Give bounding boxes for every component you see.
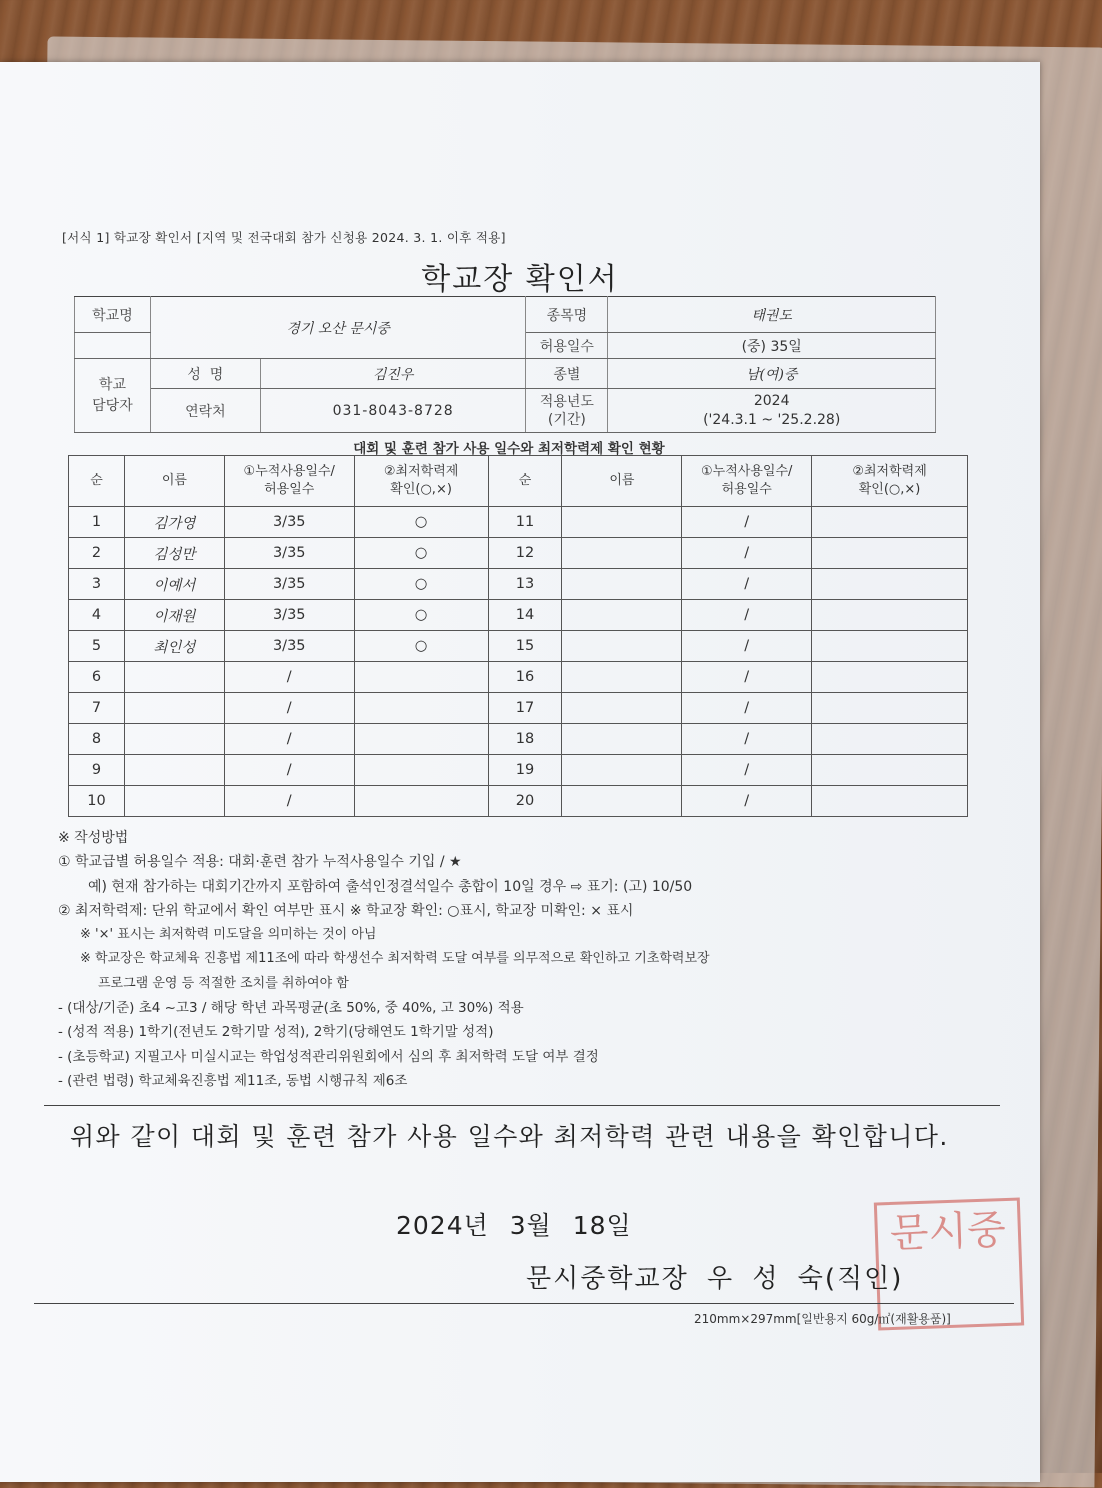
cell-no: 5 (69, 631, 125, 662)
name-label: 성 명 (150, 359, 260, 389)
event-value: 태권도 (608, 297, 936, 333)
cell-academic: ○ (354, 600, 488, 631)
school-info-table (74, 296, 936, 433)
cell-academic (812, 631, 968, 662)
note-line: 프로그램 운영 등 적절한 조치를 취하여야 함 (98, 975, 349, 991)
cell-no: 4 (69, 600, 125, 631)
cell-name (562, 569, 682, 600)
confirmation-date: 2024년 3월 18일 (396, 1211, 632, 1240)
cell-days: 3/35 (224, 538, 354, 569)
table-row (69, 631, 968, 662)
cell-no: 10 (69, 786, 125, 817)
cell-academic (354, 786, 488, 817)
cell-no: 1 (69, 507, 125, 538)
cell-days: / (682, 724, 812, 755)
cell-no: 11 (488, 507, 562, 538)
contact-value: 031-8043-8728 (260, 389, 526, 433)
cell-academic (812, 724, 968, 755)
cell-no: 16 (488, 662, 562, 693)
cell-academic (354, 693, 488, 724)
cell-academic: ○ (354, 569, 488, 600)
cell-name (562, 631, 682, 662)
cell-days: / (224, 693, 354, 724)
allowed-days-value: (중) 35일 (608, 333, 936, 359)
note-line: ※ '×' 표시는 최저학력 미도달을 의미하는 것이 아님 (80, 927, 377, 943)
cell-no: 17 (488, 693, 562, 724)
allowed-days-label: 허용일수 (526, 333, 608, 359)
gender-label: 종별 (526, 359, 608, 389)
note-line: - (관련 법령) 학교체육진흥법 제11조, 동법 시행규칙 제6조 (58, 1072, 408, 1089)
cell-days: / (682, 569, 812, 600)
cell-days: 3/35 (224, 507, 354, 538)
cell-name (124, 755, 224, 786)
roster-table (68, 455, 968, 817)
header-academic: ②최저학력제 확인(○,×) (354, 456, 488, 507)
event-label: 종목명 (526, 297, 608, 333)
note-line: ※ 학교장은 학교체육 진흥법 제11조에 따라 학생선수 최저학력 도달 여부를 의무적으로 확인하고 기초학력보장 (80, 951, 710, 967)
header-name: 이름 (124, 456, 224, 507)
divider (34, 1303, 1014, 1304)
cell-name (562, 538, 682, 569)
table-row (69, 538, 968, 569)
cell-academic (812, 569, 968, 600)
confirmation-text: 위와 같이 대회 및 훈련 참가 사용 일수와 최저학력 관련 내용을 확인합니다. (70, 1122, 949, 1151)
cell-no: 18 (488, 724, 562, 755)
cell-name (562, 600, 682, 631)
cell-academic: ○ (354, 631, 488, 662)
cell-academic (812, 507, 968, 538)
cell-days: 3/35 (224, 600, 354, 631)
cell-no: 20 (488, 786, 562, 817)
cell-academic (354, 755, 488, 786)
cell-name (562, 693, 682, 724)
document-title: 학교장 확인서 (421, 262, 619, 297)
cell-days: / (682, 662, 812, 693)
header-no: 순 (69, 456, 125, 507)
note-line: 예) 현재 참가하는 대회기간까지 포함하여 출석인정결석일수 총합이 10일 경우 ⇨ 표기: (고) 10/50 (88, 878, 693, 895)
section-title: 대회 및 훈련 참가 사용 일수와 최저학력제 확인 현황 (353, 441, 665, 457)
notes-heading: ※ 작성방법 (58, 830, 129, 846)
cell-name (562, 786, 682, 817)
note-line: - (성적 적용) 1학기(전년도 2학기말 성적), 2학기(당해연도 1학기말 성적) (58, 1024, 494, 1041)
cell-academic (812, 538, 968, 569)
cell-days: / (682, 693, 812, 724)
paper-spec: 210mm×297mm[일반용지 60g/㎡(재활용품)] (694, 1312, 951, 1326)
cell-name: 김성만 (124, 538, 224, 569)
cell-no: 2 (69, 538, 125, 569)
header-days: ①누적사용일수/ 허용일수 (682, 456, 812, 507)
cell-academic: ○ (354, 538, 488, 569)
cell-academic (812, 662, 968, 693)
cell-days: / (682, 786, 812, 817)
gender-value: 남(여)중 (608, 359, 936, 389)
cell-days: 3/35 (224, 631, 354, 662)
cell-days: / (682, 507, 812, 538)
cell-days: / (224, 662, 354, 693)
cell-days: / (224, 724, 354, 755)
cell-name (124, 786, 224, 817)
table-row (69, 507, 968, 538)
writing-instructions (58, 826, 710, 1093)
cell-no: 14 (488, 600, 562, 631)
header-name: 이름 (562, 456, 682, 507)
header-days: ①누적사용일수/ 허용일수 (224, 456, 354, 507)
cell-academic (354, 724, 488, 755)
cell-name: 이예서 (124, 569, 224, 600)
school-label: 학교명 (75, 297, 151, 333)
cell-no: 15 (488, 631, 562, 662)
cell-days: 3/35 (224, 569, 354, 600)
cell-name (124, 724, 224, 755)
cell-academic (812, 693, 968, 724)
cell-days: / (682, 631, 812, 662)
note-line: - (대상/기준) 초4 ~고3 / 해당 학년 과목평균(초 50%, 중 40%, 고 30%) 적용 (58, 1000, 524, 1017)
table-row (69, 755, 968, 786)
form-header: [서식 1] 학교장 확인서 [지역 및 전국대회 참가 신청용 2024. 3. 1. 이후 적용] (62, 230, 506, 245)
header-academic: ②최저학력제 확인(○,×) (812, 456, 968, 507)
period-value: ('24.3.1 ~ '25.2.28) (703, 411, 841, 428)
note-line: ② 최저학력제: 단위 학교에서 확인 여부만 표시 ※ 학교장 확인: ○표시, 학교장 미확인: × 표시 (58, 902, 634, 919)
cell-days: / (682, 538, 812, 569)
table-row (69, 693, 968, 724)
year-label: 적용년도 (기간) (526, 389, 608, 433)
school-value: 경기 오산 문시중 (150, 297, 526, 359)
principal-signature: 문시중학교장 우 성 숙(직인) (526, 1264, 904, 1294)
cell-name (124, 693, 224, 724)
note-line: - (초등학교) 지필고사 미실시교는 학업성적관리위원회에서 심의 후 최저학력 도달 여부 결정 (58, 1048, 599, 1065)
cell-no: 13 (488, 569, 562, 600)
year-value: 2024 (753, 392, 790, 409)
cell-no: 19 (488, 755, 562, 786)
cell-name (562, 662, 682, 693)
cell-name (562, 724, 682, 755)
cell-name (562, 755, 682, 786)
table-row (69, 786, 968, 817)
cell-academic (354, 662, 488, 693)
cell-academic (812, 786, 968, 817)
cell-academic (812, 755, 968, 786)
table-row (69, 662, 968, 693)
cell-days: / (224, 786, 354, 817)
table-row (69, 569, 968, 600)
cell-no: 7 (69, 693, 125, 724)
cell-academic: ○ (354, 507, 488, 538)
cell-days: / (682, 755, 812, 786)
cell-name (124, 662, 224, 693)
contact-label: 연락처 (150, 389, 260, 433)
cell-no: 8 (69, 724, 125, 755)
manager-name: 김진우 (260, 359, 526, 389)
divider (44, 1105, 1000, 1106)
cell-name: 최인성 (124, 631, 224, 662)
note-line: ① 학교급별 허용일수 적용: 대회·훈련 참가 누적사용일수 기입 / ★ (58, 854, 462, 871)
cell-name (562, 507, 682, 538)
cell-name: 김가영 (124, 507, 224, 538)
cell-no: 6 (69, 662, 125, 693)
table-row (69, 600, 968, 631)
cell-days: / (682, 600, 812, 631)
table-row (69, 724, 968, 755)
cell-days: / (224, 755, 354, 786)
cell-no: 12 (488, 538, 562, 569)
cell-name: 이재원 (124, 600, 224, 631)
header-no: 순 (488, 456, 562, 507)
cell-no: 3 (69, 569, 125, 600)
cell-no: 9 (69, 755, 125, 786)
manager-label: 학교 담당자 (75, 359, 151, 433)
seal-text: 문시중 (889, 1207, 1007, 1258)
cell-academic (812, 600, 968, 631)
